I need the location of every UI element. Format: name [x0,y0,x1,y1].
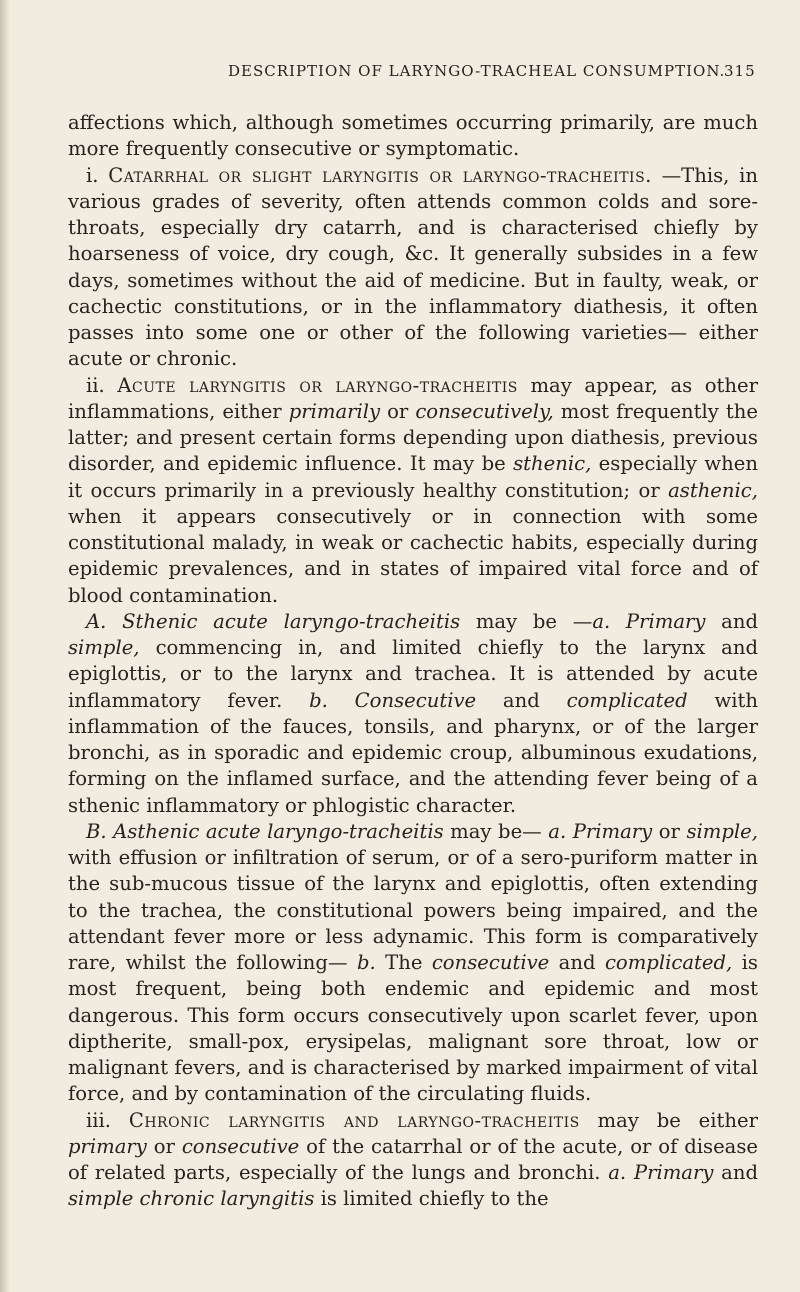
text-run: may be— [443,819,549,843]
text-run: with inflammation of the fauces, tonsils, and pharynx, or of the larger bronchi, as in sporadic and epidemic croup, albuminous exudations, forming on the inflamed surface, and the attending fever being of a sthenic inflammatory or phlogistic character. [68,688,758,817]
italic-run: consecutively, [415,399,554,423]
text-run: affections which, although sometimes occurring primarily, are much more frequently consecutive or symptomatic. [68,111,758,161]
italic-run: complicated [566,688,688,712]
italic-run: primary [68,1134,147,1158]
italic-run: primarily [288,399,381,423]
italic-run: a. Primary [592,609,706,633]
text-run: is limited chiefly to the [314,1187,549,1211]
text-run: may be — [460,609,593,633]
section-number: iii. [86,1108,112,1132]
italic-run: asthenic, [668,478,758,502]
text-run: and [476,688,567,712]
italic-run: consecutive [431,951,550,974]
text-run: The [375,951,432,974]
italic-run: complicated, [604,951,733,974]
paragraph-chronic-laryngitis [68,1108,758,1213]
text-run: especially when it occurs primarily in a previously healthy constitution; or [68,452,758,502]
text-run: or [146,1134,182,1158]
text-run: or [652,819,687,843]
page-number: 315 [724,62,756,80]
italic-run: b. Consecutive [309,688,477,712]
italic-run: a. Primary [608,1161,714,1184]
running-title: DESCRIPTION OF LARYNGO-TRACHEAL CONSUMPTION. [228,62,726,80]
italic-run: simple, [68,636,140,659]
text-run: and [713,1161,758,1184]
italic-run: sthenic, [513,452,592,476]
text-run: may be either [579,1108,758,1132]
text-run: when it appears consecutively or in connection with some constitutional malady, in weak or cachectic habits, especially during epidemic prevalences, and in states of impaired vital force and of blood contamination. [68,504,758,607]
italic-run: a. Primary [548,819,653,843]
paragraph-acute-laryngitis [68,373,758,609]
text-run: commencing in, and limited chiefly to the larynx and epiglottis, or to the larynx and trachea. It is attended by acute inflammatory fever. [68,636,758,712]
text-run: or [380,399,416,423]
italic-run: A. Sthenic acute laryngo-tracheitis [86,609,461,633]
text-run: may appear, as other inflammations, either [68,373,759,423]
paragraph-sthenic-acute [68,609,758,819]
italic-run: B. Asthenic acute laryngo-tracheitis [86,819,444,843]
section-number: ii. [86,373,105,397]
italic-run: simple chronic laryngitis [68,1187,315,1211]
page-gutter-shadow [0,0,10,1292]
text-run: and [549,951,605,974]
text-run: —This, in various grades of severity, often attends common colds and sore-throats, especially dry catarrh, and is characterised chiefly by hoarseness of voice, dry cough, &c. It generally subsides in a few days, sometimes without the aid of medicine. But in faulty, weak, or cachectic constitutions, or in the inflammatory diathesis, it often passes into some one or other of the following varieties— either acute or chronic. [68,163,758,371]
section-heading: Chronic laryngitis and laryngo-tracheitis [128,1108,580,1132]
text-run: with effusion or infiltration of serum, or of a sero-puriform matter in the sub-mucous tissue of the larynx and epiglottis, often extending to the trachea, the constitutional powers being impaired, and the attendant fever more or less adynamic. This form is comparatively rare, whilst the following— [68,846,758,974]
text-run: is most frequent, being both endemic and epidemic and most dangerous. This form occurs consecutively upon scarlet fever, upon diptherite, small-pox, erysipelas, malignant sore throat, low or malignant fevers, and is characterised by marked impairment of vital force, and by contamination of the circulating fluids. [68,951,758,1106]
paragraph-asthenic-acute [68,819,758,1108]
italic-run: b. [356,951,376,974]
section-heading: Catarrhal or slight laryngitis or laryngo-tracheitis. [108,163,652,187]
paragraph-continuation [68,110,758,163]
section-number: i. [86,163,99,187]
section-heading: Acute laryngitis or laryngo-tracheitis [117,373,518,397]
paragraph-catarrhal-laryngitis [68,163,758,373]
italic-run: simple, [686,819,758,843]
body-text [68,110,758,1213]
text-run: and [705,609,758,633]
italic-run: consecutive [181,1134,300,1158]
text-run: most frequently the latter; and present certain forms depending upon diathesis, previous disorder, and epidemic influence. It may be [68,399,758,476]
text-run: of the catarrhal or of the acute, or of disease of related parts, especially of the lungs and bronchi. [68,1134,758,1184]
